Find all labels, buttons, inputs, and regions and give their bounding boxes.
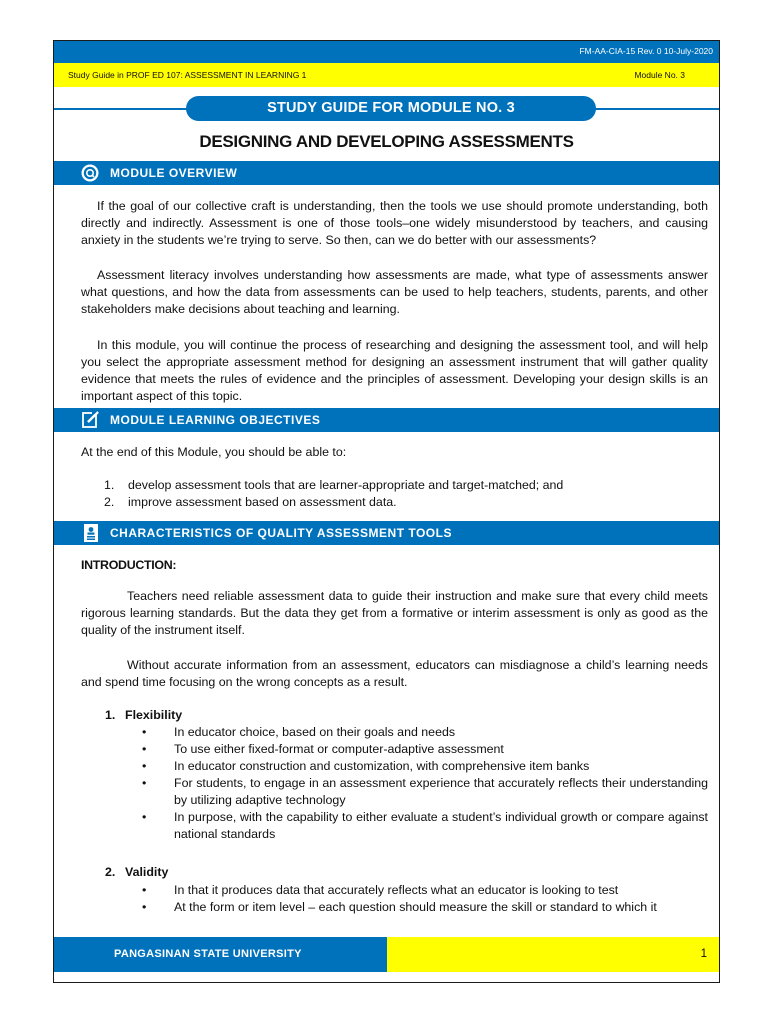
header-course-bar bbox=[54, 63, 719, 87]
objectives-list bbox=[104, 477, 563, 511]
list-text: At the form or item level – each question should measure the skill or standard to which it bbox=[174, 900, 657, 914]
study-guide-label: Study Guide in PROF ED 107: ASSESSMENT IN LEARNING 1 bbox=[68, 70, 307, 80]
bullet-icon: • bbox=[142, 725, 147, 739]
list-item bbox=[142, 809, 708, 843]
paragraph-text: If the goal of our collective craft is understanding, then the tools we use should promote understanding, both directly and indirectly. Assessment is one of those tools–one widely misunderstood by teachers, and causing anxiety in the students we’re trying to serve. So then, can we do better with our assessments? bbox=[81, 199, 708, 247]
overview-paragraph-2 bbox=[81, 267, 708, 318]
university-name: PANGASINAN STATE UNIVERSITY bbox=[114, 948, 302, 960]
list-text: In purpose, with the capability to either evaluate a student’s individual growth or compare against national standards bbox=[174, 810, 708, 841]
footer-university-bar bbox=[54, 937, 387, 972]
header-form-bar bbox=[54, 41, 719, 63]
validity-bullets bbox=[142, 882, 708, 916]
list-text: develop assessment tools that are learner-appropriate and target-matched; and bbox=[128, 478, 564, 492]
overview-paragraph-1 bbox=[81, 198, 708, 249]
list-item bbox=[142, 899, 708, 916]
footer-page-bar bbox=[387, 937, 719, 972]
magnifier-icon bbox=[80, 163, 102, 183]
study-guide-pill: STUDY GUIDE FOR MODULE NO. 3 bbox=[186, 96, 596, 121]
list-text: In educator construction and customization, with comprehensive item banks bbox=[174, 759, 590, 773]
intro-paragraph-1 bbox=[81, 588, 708, 639]
section-title-characteristics: CHARACTERISTICS OF QUALITY ASSESSMENT TOOLS bbox=[110, 526, 452, 540]
section-header-objectives bbox=[54, 408, 719, 432]
heading-number: 1. bbox=[105, 708, 116, 722]
study-guide-page bbox=[53, 40, 720, 983]
paragraph-text: Teachers need reliable assessment data to guide their instruction and make sure that every child meets rigorous learning standards. But the data they get from a formative or interim assessment is only as good as the quality of the instrument itself. bbox=[81, 589, 708, 637]
bullet-icon: • bbox=[142, 883, 147, 897]
heading-text: Validity bbox=[125, 865, 169, 879]
list-text: To use either fixed-format or computer-adaptive assessment bbox=[174, 742, 504, 756]
bullet-icon: • bbox=[142, 742, 147, 756]
bullet-icon: • bbox=[142, 900, 147, 914]
list-text: For students, to engage in an assessment experience that accurately reflects their understanding by utilizing adaptive technology bbox=[174, 776, 708, 807]
list-item bbox=[104, 494, 563, 511]
paragraph-text: Without accurate information from an assessment, educators can misdiagnose a child’s learning needs and spend time focusing on the wrong concepts as a result. bbox=[81, 658, 708, 689]
list-item bbox=[142, 758, 708, 775]
paragraph-text: Assessment literacy involves understanding how assessments are made, what type of assessments answer what questions, and how the data from assessments can be used to help teachers, students, parents, and other stakeholders make decisions about teaching and learning. bbox=[81, 268, 708, 316]
heading-number: 2. bbox=[105, 865, 116, 879]
bullet-icon: • bbox=[142, 810, 147, 824]
section-header-characteristics bbox=[54, 521, 719, 545]
list-item bbox=[142, 882, 708, 899]
page-number: 1 bbox=[700, 948, 707, 960]
heading-text: Flexibility bbox=[125, 708, 183, 722]
intro-paragraph-2 bbox=[81, 657, 708, 691]
overview-paragraph-3 bbox=[81, 337, 708, 405]
list-number: 2. bbox=[104, 495, 115, 509]
edit-icon bbox=[80, 410, 102, 430]
bullet-icon: • bbox=[142, 776, 147, 790]
list-number: 1. bbox=[104, 478, 115, 492]
list-item bbox=[142, 775, 708, 809]
paragraph-text: In this module, you will continue the process of researching and designing the assessment tool, and will help you select the appropriate assessment method for designing an assessment instrument that will gather quality evidence that meets the rules of evidence and the principles of assessment. Developing your design skills is an important aspect of this topic. bbox=[81, 338, 708, 403]
page-title: DESIGNING AND DEVELOPING ASSESSMENTS bbox=[199, 132, 574, 151]
module-label: Module No. 3 bbox=[634, 70, 685, 80]
objectives-intro: At the end of this Module, you should be able to: bbox=[81, 445, 347, 459]
validity-heading bbox=[105, 865, 168, 879]
section-title-objectives: MODULE LEARNING OBJECTIVES bbox=[110, 413, 321, 427]
list-text: In educator choice, based on their goals and needs bbox=[174, 725, 456, 739]
list-text: improve assessment based on assessment data. bbox=[128, 495, 397, 509]
list-item bbox=[104, 477, 563, 494]
form-code: FM-AA-CIA-15 Rev. 0 10-July-2020 bbox=[579, 46, 713, 56]
section-header-overview bbox=[54, 161, 719, 185]
flexibility-heading bbox=[105, 708, 182, 722]
list-item bbox=[142, 724, 708, 741]
list-text: In that it produces data that accurately reflects what an educator is looking to test bbox=[174, 883, 619, 897]
flexibility-bullets bbox=[142, 724, 708, 843]
introduction-heading: INTRODUCTION: bbox=[81, 558, 177, 572]
document-user-icon bbox=[80, 523, 102, 543]
list-item bbox=[142, 741, 708, 758]
bullet-icon: • bbox=[142, 759, 147, 773]
section-title-overview: MODULE OVERVIEW bbox=[110, 166, 238, 180]
